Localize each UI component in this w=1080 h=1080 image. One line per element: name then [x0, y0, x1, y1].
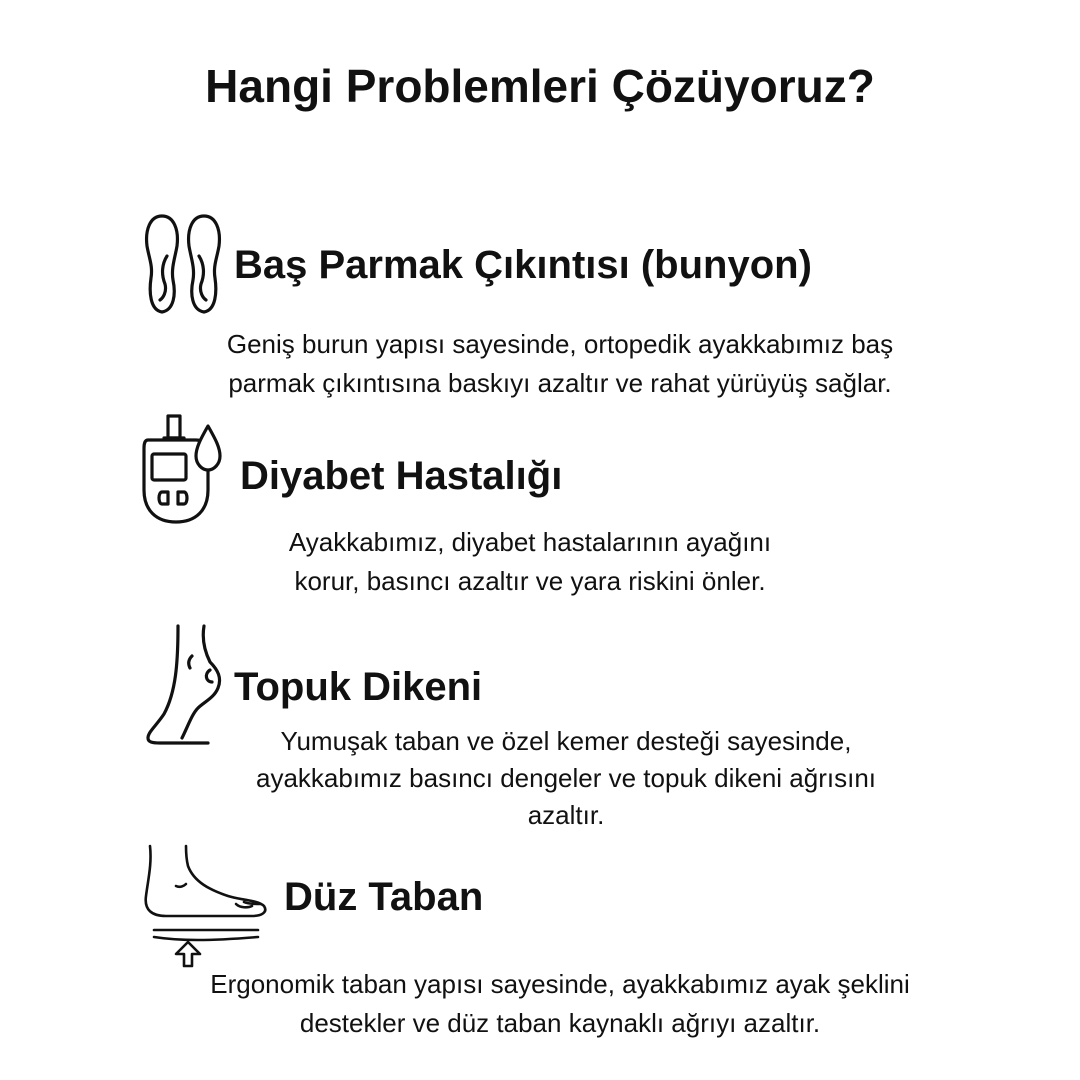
item-title-topuk-dikeni: Topuk Dikeni — [234, 665, 483, 709]
glucose-meter-icon — [138, 410, 230, 530]
flat-foot-icon — [140, 842, 270, 972]
item-description-duz-taban: Ergonomik taban yapısı sayesinde, ayakkabımız ayak şeklini destekler ve düz taban kaynaklı ağrıyı azaltır. — [210, 969, 910, 1038]
item-title-duz-taban: Düz Taban — [284, 875, 484, 919]
page-title: Hangi Problemleri Çözüyoruz? — [205, 60, 875, 112]
item-description-topuk-dikeni: Yumuşak taban ve özel kemer desteği sayesinde, ayakkabımız basıncı dengeler ve topuk dikeni ağrısını azaltır. — [255, 726, 876, 830]
insoles-icon — [140, 212, 226, 318]
item-title-diyabet: Diyabet Hastalığı — [240, 454, 563, 498]
item-description-bunyon: Geniş burun yapısı sayesinde, ortopedik ayakkabımız baş parmak çıkıntısına baskıyı azaltır ve rahat yürüyüş sağlar. — [226, 329, 894, 398]
item-title-bunyon: Baş Parmak Çıkıntısı (bunyon) — [234, 243, 812, 287]
item-description-diyabet: Ayakkabımız, diyabet hastalarının ayağını korur, basıncı azaltır ve yara riskini önler. — [288, 527, 772, 596]
heel-icon — [142, 622, 228, 748]
